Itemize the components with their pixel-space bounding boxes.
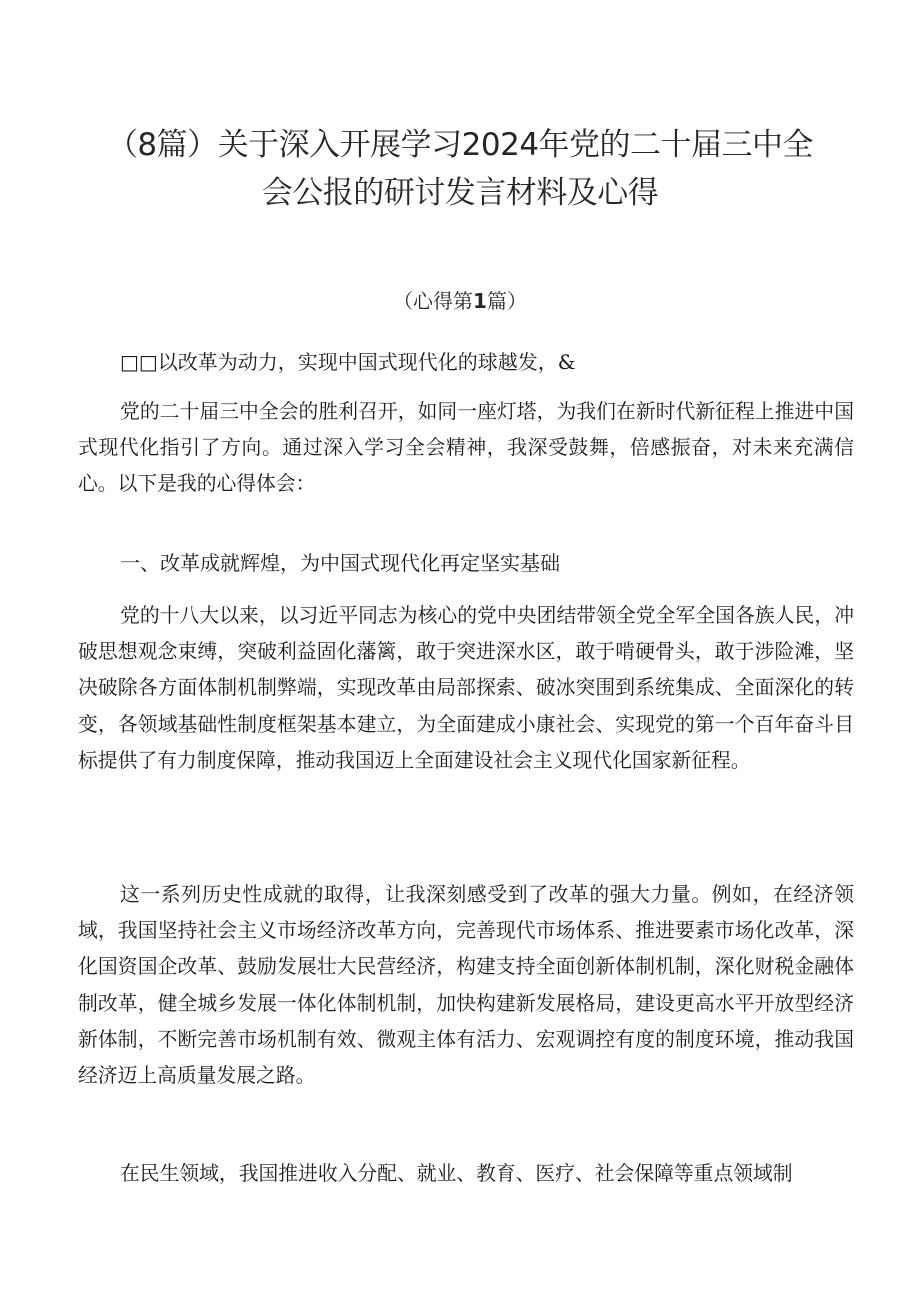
paragraph-4: 在民生领域，我国推进收入分配、就业、教育、医疗、社会保障等重点领域制 <box>120 1162 793 1185</box>
subtitle-prefix: （心得第 <box>393 289 474 313</box>
paragraph-1: 党的二十届三中全会的胜利召开，如同一座灯塔，为我们在新时代新征程上推进中国式现代化指引了方向。通过深入学习全会精神，我深受鼓舞，倍感振奋，对未来充满信心。以下是我的心得体会： <box>78 400 854 496</box>
document-title <box>100 121 820 217</box>
section-heading-1: 一、改革成就辉煌，为中国式现代化再定坚实基础 <box>120 551 560 575</box>
title-line-1: （8篇）关于深入开展学习2024年党的二十届三中全 <box>106 127 814 163</box>
intro-line: □□以改革为动力，实现中国式现代化的球越发，& <box>120 350 576 374</box>
paragraph-2: 党的十八大以来，以习近平同志为核心的党中央团结带领全党全军全国各族人民，冲破思想观念束缚，突破利益固化藩篱，敢于突进深水区，敢于啃硬骨头，敢于涉险滩，坚决破除各方面体制机制弊端，实现改革由局部探索、破冰突围到系统集成、全面深化的转变，各领域基础性制度框架基本建立，为全面建成小康社会、实现党的第一个百年奋斗目标提供了有力制度保障，推动我国迈上全面建设社会主义现代化国家新征程。 <box>78 604 854 772</box>
title-line-2: 会公报的研讨发言材料及心得 <box>261 175 659 211</box>
section-subtitle <box>0 286 920 316</box>
paragraph-3: 这一系列历史性成就的取得，让我深刻感受到了改革的强大力量。例如，在经济领域，我国坚持社会主义市场经济改革方向，完善现代市场体系、推进要素市场化改革，深化国资国企改革、鼓励发展壮大民营经济，构建支持全面创新体制机制，深化财税金融体制改革，健全城乡发展一体化体制机制，加快构建新发展格局，建设更高水平开放型经济新体制，不断完善市场机制有效、微观主体有活力、宏观调控有度的制度环境，推动我国经济迈上高质量发展之路。 <box>78 883 854 1088</box>
subtitle-suffix: 篇） <box>486 289 527 313</box>
subtitle-number: 1 <box>473 289 487 313</box>
